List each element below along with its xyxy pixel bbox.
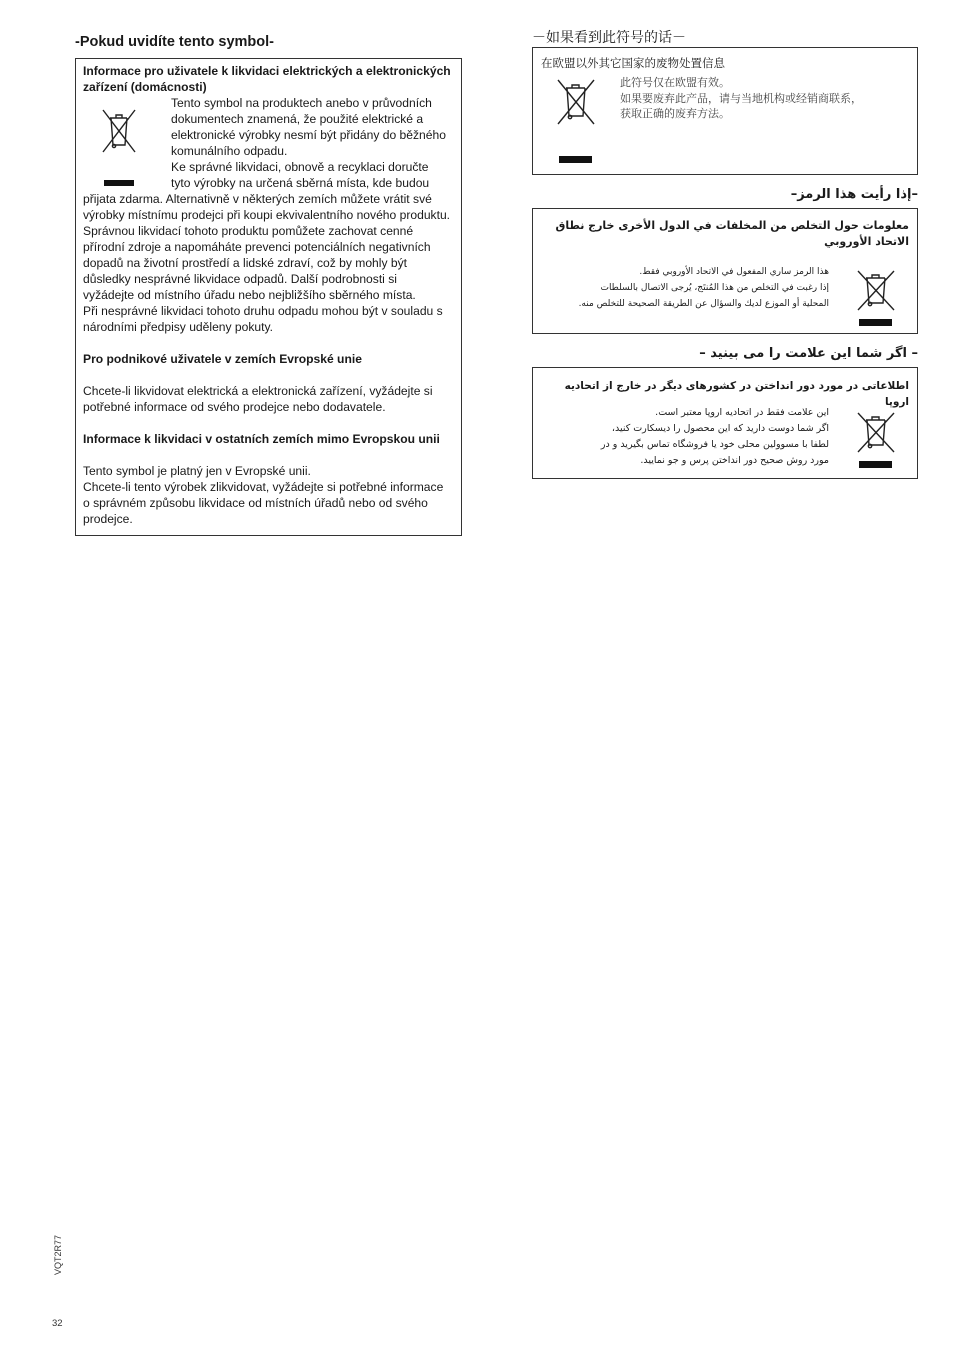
chinese-body	[620, 75, 910, 122]
arabic-heading: –إذا رأيت هذا الرمز–	[790, 187, 918, 202]
crossed-out-bin-icon	[855, 268, 897, 328]
persian-line-1: این علامت فقط در اتحادیه اروپا معتبر است.	[655, 407, 829, 418]
persian-heading: – اگر شما این علامت را می بینید –	[699, 346, 918, 361]
chinese-title: 在欧盟以外其它国家的废物处置信息	[541, 56, 725, 70]
chinese-line-2: 如果要废弃此产品，请与当地机构或经销商联系，	[620, 91, 862, 105]
czech-heading: -Pokud uvidíte tento symbol-	[75, 34, 274, 50]
czech-paragraph-4: Při nesprávné likvidaci tohoto druhu odpadu mohou být v souladu s národními předpisy uděleny pokuty.	[83, 304, 443, 334]
arabic-info-box	[532, 208, 918, 334]
chinese-line-1: 此符号仅在欧盟有效。	[620, 76, 730, 89]
czech-paragraph-3: Správnou likvidací tohoto produktu pomůžete zachovat cenné přírodní zdroje a napomáháte prevenci potenciálních negativních dopadů na životní prostředí a lidské zdraví, což by mohly být důsledky nesprávné likvidace odpadů. Další podrobnosti si vyžádejte od místního úřadu nebo nejbližšího sběrného místa.	[83, 224, 431, 302]
czech-other-text-2: Chcete-li tento výrobek zlikvidovat, vyžádejte si potřebné informace o správném způsobu likvidace od místních úřadů nebo od svého prodejce.	[83, 480, 444, 526]
czech-other-text-1: Tento symbol je platný jen v Evropské unii.	[83, 464, 311, 478]
page-number: 32	[52, 1318, 63, 1329]
czech-info-box	[75, 58, 462, 536]
chinese-info-box	[532, 47, 918, 175]
persian-body	[539, 405, 829, 469]
czech-title-other-countries: Informace k likvidaci v ostatních zemích mimo Evropskou unii	[83, 432, 440, 446]
arabic-title: معلومات حول التخلص من المخلفات في الدول الأخرى خارج نطاق الاتحاد الأوروبي	[555, 219, 909, 248]
czech-paragraph-2: Ke správné likvidaci, obnově a recyklaci doručte tyto výrobky na určená sběrná místa, kde budou přijata zdarma. Alternativně v některých zemích můžete vrátit své výrobky místnímu prodejci při koupi ekvivalentního nového produktu.	[83, 160, 451, 222]
crossed-out-bin-icon	[855, 410, 897, 470]
czech-title-households: Informace pro uživatele k likvidaci elektrických a elektronických zařízení (domácnosti)	[83, 64, 451, 94]
document-code: VQT2R77	[53, 1234, 63, 1275]
chinese-line-3: 获取正确的废弃方法。	[620, 107, 730, 120]
czech-bin-icon-wrap	[83, 95, 163, 181]
persian-line-2: اگر شما دوست دارید که این محصول را دیسکارت کنید،	[611, 423, 829, 434]
czech-paragraph-1: Tento symbol na produktech anebo v průvodních dokumentech znamená, že použité elektrické a elektronické výrobky nesmí být přidány do běžného komunálního odpadu.	[171, 96, 446, 158]
czech-business-text: Chcete-li likvidovat elektrická a elektronická zařízení, vyžádejte si potřebné informace od svého prodejce nebo dodavatele.	[83, 384, 433, 414]
arabic-body	[539, 264, 829, 312]
crossed-out-bin-icon	[555, 74, 597, 166]
crossed-out-bin-icon	[101, 105, 137, 189]
arabic-line-2: إذا رغبت في التخلص من هذا المُنتَج، يُرجى الاتصال بالسلطات	[600, 283, 829, 293]
right-column	[532, 30, 918, 479]
persian-line-3: لطفا با مسوولین محلی خود یا فروشگاه تماس بگیرید و در	[600, 439, 829, 450]
chinese-heading: －如果看到此符号的话－	[532, 30, 686, 46]
persian-info-box	[532, 367, 918, 479]
persian-title: اطلاعاتی در مورد دور انداختن در کشورهای دیگر در خارج از اتحادیه اروپا	[564, 380, 909, 408]
czech-section	[75, 33, 462, 536]
persian-line-4: مورد روش صحیح دور انداختن پرس و جو نمایید.	[640, 455, 829, 466]
arabic-line-3: المحلية أو الموزع لديك والسؤال عن الطريقة الصحيحة للتخلص منه.	[578, 299, 829, 309]
arabic-line-1: هذا الرمز ساري المفعول في الاتحاد الأوروبي فقط.	[639, 267, 829, 277]
czech-title-business: Pro podnikové uživatele v zemích Evropské unie	[83, 352, 362, 366]
